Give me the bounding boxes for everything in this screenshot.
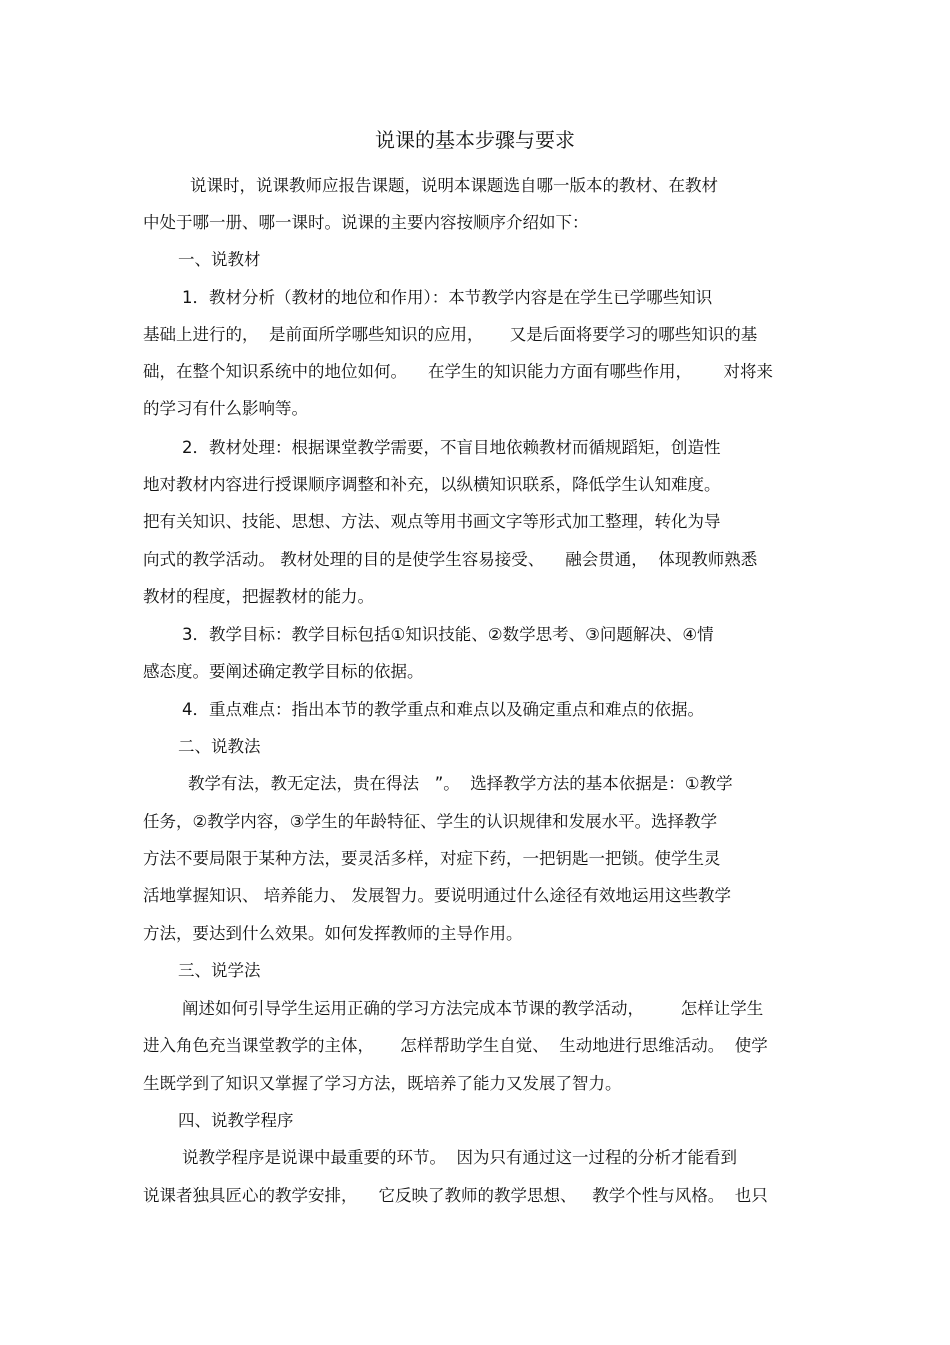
text-line: 中处于哪一册、哪一课时。说课的主要内容按顺序介绍如下： (143, 213, 589, 232)
section-heading: 三、说学法 (178, 961, 261, 980)
text-line: 的学习有什么影响等。 (143, 399, 308, 418)
text-line: 向式的教学活动。 教材处理的目的是使学生容易接受、 融会贯通， 体现教师熟悉 (143, 550, 758, 569)
text-line: 进入角色充当课堂教学的主体， 怎样帮助学生自觉、 生动地进行思维活动。 使学 (143, 1036, 768, 1055)
text-line: 活地掌握知识、 培养能力、 发展智力。要说明通过什么途径有效地运用这些教学 (143, 886, 731, 905)
text-line: 把有关知识、技能、思想、方法、观点等用书画文字等形式加工整理，转化为导 (143, 512, 721, 531)
text-line: 础，在整个知识系统中的地位如何。 在学生的知识能力方面有哪些作用， 对将来 (143, 362, 773, 381)
text-line: 方法不要局限于某种方法，要灵活多样，对症下药，一把钥匙一把锁。使学生灵 (143, 849, 721, 868)
text-line: 1．教材分析（教材的地位和作用）：本节教学内容是在学生已学哪些知识 (182, 288, 713, 307)
text-line: 任务，②教学内容，③学生的年龄特征、学生的认识规律和发展水平。选择教学 (143, 812, 718, 831)
section-heading: 四、说教学程序 (178, 1111, 294, 1130)
text-line: 说课时，说课教师应报告课题，说明本课题选自哪一版本的教材、在教材 (190, 176, 718, 195)
text-line: 阐述如何引导学生运用正确的学习方法完成本节课的教学活动， 怎样让学生 (182, 999, 764, 1018)
text-line: 基础上进行的， 是前面所学哪些知识的应用， 又是后面将要学习的哪些知识的基 (143, 325, 758, 344)
document-title: 说课的基本步骤与要求 (375, 128, 575, 152)
text-line: 2．教材处理：根据课堂教学需要，不盲目地依赖教材而循规蹈矩，创造性 (182, 438, 721, 457)
text-line: 方法，要达到什么效果。如何发挥教师的主导作用。 (143, 924, 523, 943)
text-line: 感态度。要阐述确定教学目标的依据。 (143, 662, 424, 681)
text-line: 说课者独具匠心的教学安排， 它反映了教师的教学思想、 教学个性与风格。 也只 (143, 1186, 768, 1205)
section-heading: 一、说教材 (178, 250, 261, 269)
section-heading: 二、说教法 (178, 737, 261, 756)
text-line: 4．重点难点：指出本节的教学重点和难点以及确定重点和难点的依据。 (182, 700, 704, 719)
text-line: 3．教学目标：教学目标包括①知识技能、②数学思考、③问题解决、④情 (182, 625, 714, 644)
text-line: 教材的程度，把握教材的能力。 (143, 587, 374, 606)
text-line: 说教学程序是说课中最重要的环节。 因为只有通过这一过程的分析才能看到 (182, 1148, 737, 1167)
text-line: 地对教材内容进行授课顺序调整和补充，以纵横知识联系，降低学生认知难度。 (143, 475, 721, 494)
text-line: 生既学到了知识又掌握了学习方法，既培养了能力又发展了智力。 (143, 1074, 622, 1093)
text-line: 教学有法，教无定法，贵在得法 ”。 选择教学方法的基本依据是：①教学 (188, 774, 733, 793)
